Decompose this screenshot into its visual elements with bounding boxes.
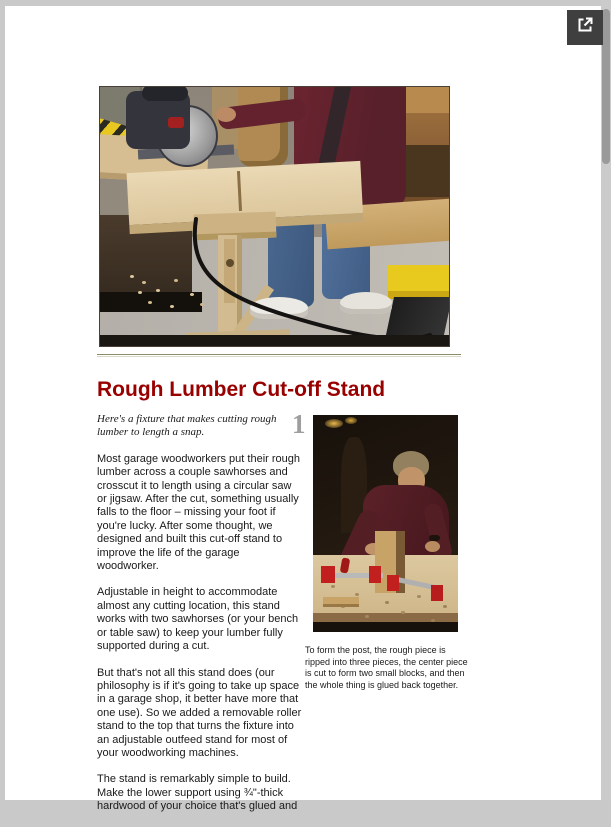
hero-photo [99,86,450,347]
scrollbar[interactable] [601,0,611,800]
article-paragraph: Adjustable in height to accommodate almost any cutting location, this stand works with two sawhorses (or your bench or table saw) to keep your lumber fully supported during a cut. [97,586,299,653]
ceiling-light [325,419,343,428]
dog-holes [331,585,335,588]
scrollbar-thumb[interactable] [602,9,610,164]
document-page [5,6,601,813]
article-paragraph: Most garage woodworkers put their rough lumber across a couple sawhorses and crosscut it to length using a circular saw or jigsaw. After the cut, something usually falls to the floor – missing your foot if you're lucky. After some thought, we designed and built this cut-off stand to improve the life of the garage woodworker. [97,452,300,573]
figure-caption: To form the post, the rough piece is ripped into three pieces, the center piece is cut to form two small blocks, and then the whole thing is glued back together. [305,645,468,690]
article-body-column [97,413,302,827]
wood-shavings [130,275,134,278]
ceiling-light [345,417,357,424]
open-external-button[interactable] [567,10,603,45]
article-title: Rough Lumber Cut-off Stand [97,378,386,401]
article-intro: Here's a fixture that makes cutting rough lumber to length a snap. [97,413,277,439]
step-photo [313,415,458,632]
step-number: 1 [292,409,306,439]
article-paragraph: The stand is remarkably simple to build. Make the lower support using ¾"-thick hardwood of your choice that's glued and [97,773,298,813]
section-divider [97,354,461,357]
external-link-icon [576,16,594,39]
wood-block [323,597,359,607]
article-paragraph: But that's not all this stand does (our philosophy is if it's going to take up space in a garage shop, it better have more that one use). So we added a removable roller stand to the top that turns the fixture into an adjustable outfeed stand for most of your woodworking machines. [97,666,302,759]
